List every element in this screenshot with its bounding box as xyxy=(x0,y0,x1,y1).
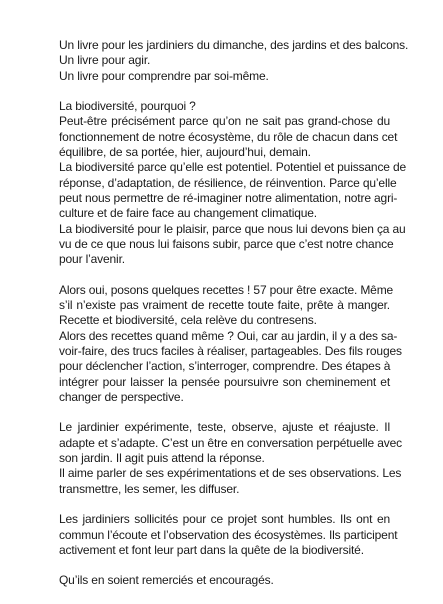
paragraph-gardener xyxy=(59,420,402,496)
text-line: activement et font leur part dans la quête de la biodiversité. xyxy=(59,542,364,557)
paragraph-contributors xyxy=(59,512,398,558)
paragraph-why-biodiversity xyxy=(59,99,407,267)
text-line: intégrer pour laisser la pensée poursuivre son cheminement et xyxy=(59,374,390,389)
text-line: Qu’ils en soient remerciés et encouragés. xyxy=(59,573,274,588)
text-line: Un livre pour les jardiniers du dimanche, des jardins et des balcons. xyxy=(59,38,409,52)
text-line: Peut-être précisément parce qu’on ne sait pas grand-chose du xyxy=(59,114,390,129)
text-line: pour l’avenir. xyxy=(59,252,125,267)
text-line: Alors des recettes quand même ? Oui, car au jardin, il y a des sa- xyxy=(59,328,398,343)
text-line: Alors oui, posons quelques recettes ! 57 pour être exacte. Même xyxy=(59,282,394,297)
text-line: transmettre, les semer, les diffuser. xyxy=(59,481,240,496)
text-line: voir-faire, des trucs faciles à réaliser, partageables. Des fils rouges xyxy=(59,343,402,358)
text-line: culture et de faire face au changement climatique. xyxy=(59,206,317,221)
text-line: Il aime parler de ses expérimentations et de ses observations. Les xyxy=(59,466,402,481)
text-line: peut nous permettre de ré-imaginer notre alimentation, notre agri- xyxy=(59,190,398,205)
text-line: équilibre, de sa portée, hier, aujourd’hui, demain. xyxy=(59,145,311,160)
text-line: fonctionnement de notre écosystème, du rôle de chacun dans cet xyxy=(59,129,398,144)
text-line: Les jardiniers sollicités pour ce projet sont humbles. Ils ont en xyxy=(59,512,390,527)
text-line: vu de ce que nous lui faisons subir, parce que c’est notre chance xyxy=(59,236,394,251)
text-line: commun l’écoute et l’observation des écosystèmes. Ils participent xyxy=(59,527,398,542)
text-line: son jardin. Il agit puis attend la réponse. xyxy=(59,451,265,466)
text-line: La biodiversité, pourquoi ? xyxy=(59,99,196,114)
text-line: s’il n’existe pas vraiment de recette toute faite, prête à manger. xyxy=(59,298,390,313)
text-line: Recette et biodiversité, cela relève du contresens. xyxy=(59,313,317,328)
paragraph-recipes xyxy=(59,282,402,405)
text-line: La biodiversité pour le plaisir, parce que nous lui devons bien ça au xyxy=(59,221,406,236)
paragraph-intro xyxy=(59,38,409,84)
text-line: changer de perspective. xyxy=(59,389,184,404)
paragraph-thanks xyxy=(59,573,390,588)
text-line: Un livre pour comprendre par soi-même. xyxy=(59,68,269,83)
text-line: réponse, d’adaptation, de résilience, de réinvention. Parce qu’elle xyxy=(59,175,397,190)
text-line: adapte et s’adapte. C’est un être en conversation perpétuelle avec xyxy=(59,435,402,450)
text-line: pour déclencher l’action, s’interroger, comprendre. Des étapes à xyxy=(59,359,391,374)
text-line: Le jardinier expérimente, teste, observe, ajuste et réajuste. Il xyxy=(59,420,390,435)
text-line: Un livre pour agir. xyxy=(59,53,151,68)
text-line: La biodiversité parce qu’elle est potentiel. Potentiel et puissance de xyxy=(59,160,407,175)
body-text xyxy=(59,38,409,604)
